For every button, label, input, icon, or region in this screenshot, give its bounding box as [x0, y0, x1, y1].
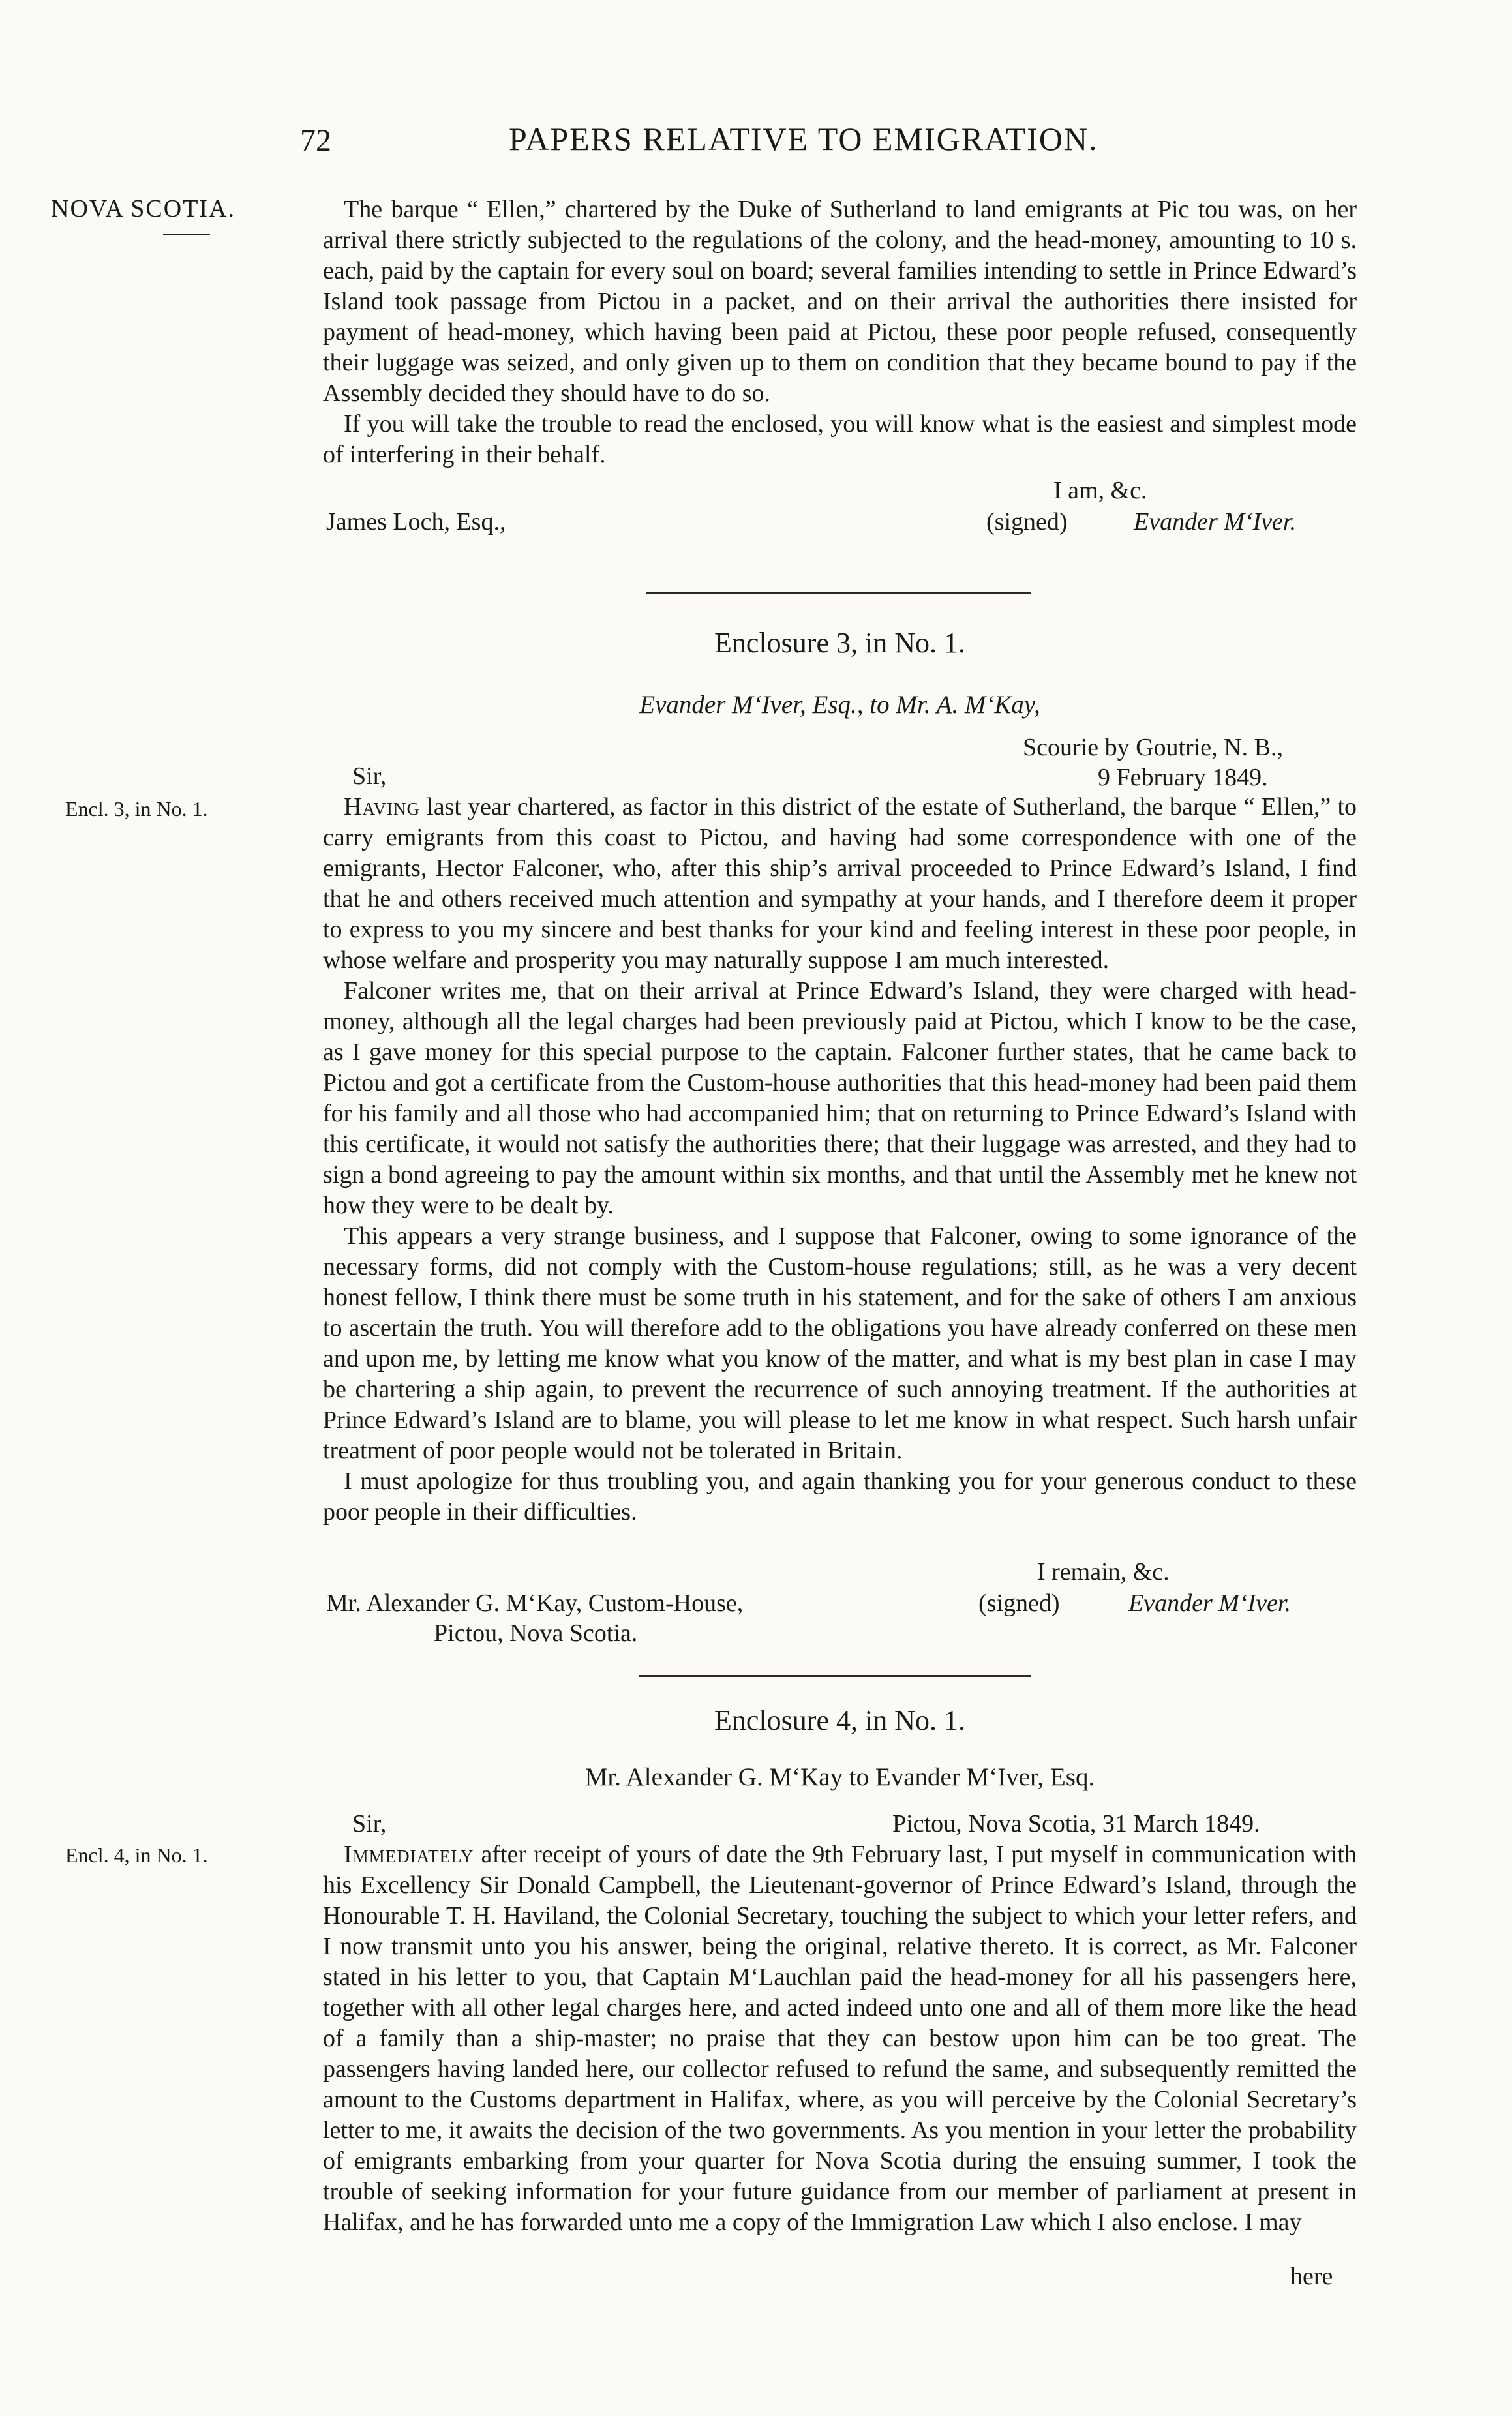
- running-head: [287, 117, 1363, 163]
- page-number: 72: [300, 123, 331, 158]
- enclosure4-paragraph: [323, 1839, 1357, 2238]
- margin-section-label: NOVA SCOTIA.: [51, 195, 236, 222]
- enclosure3-paragraph1-text: last year chartered, as factor in this district of the estate of Sutherland, the barque “ Ellen,” to carry emigrants from this coast to Pictou, and having had some correspondence with one of the emigrants, Hector Falconer, who, after this ship’s arrival proceeded to Prince Edward’s Island, I find that he and others received much attention and sympathy at your hands, and I therefore deem it proper to express to you my sincere and best thanks for your kind and feeling interest in these poor people, in whose welfare and prosperity you may naturally suppose I am much interested.: [323, 793, 1357, 974]
- letter-top-paragraph: The barque “ Ellen,” chartered by the Duke of Sutherland to land emigrants at Pic tou was, on her arrival there strictly subjected to the regulations of the colony, and the head-money, amounting to 10 s. each, paid by the captain for every soul on board; several families intending to settle in Prince Edward’s Island took passage from Pictou in a packet, and on their arrival the authorities there insisted for payment of head-money, which having been paid at Pictou, these poor people refused, consequently their luggage was seized, and only given up to them on condition that they became bound to pay if the Assembly decided they should have to do so.: [323, 196, 1357, 407]
- letter-top-signature: Evander M‘Iver.: [1134, 508, 1297, 536]
- enclosure3-paragraph: [323, 792, 1357, 976]
- section-rule: [646, 592, 1031, 594]
- enclosure4-salutation: Sir,: [352, 1810, 387, 1837]
- margin-section-rule: [163, 234, 210, 235]
- letter-top-closing: I am, &c.: [1053, 477, 1147, 504]
- enclosure3-salutation: Sir,: [352, 763, 387, 790]
- section-rule: [639, 1675, 1031, 1677]
- enclosure3-from-to: Evander M‘Iver, Esq., to Mr. A. M‘Kay,: [639, 691, 1040, 719]
- margin-encl4-note: Encl. 4, in No. 1.: [65, 1843, 208, 1867]
- enclosure4-body: [323, 1839, 1357, 2238]
- enclosure3-heading: Enclosure 3, in No. 1.: [714, 627, 965, 659]
- enclosure4-paragraph-text: after receipt of yours of date the 9th February last, I put myself in communication with his Excellency Sir Donald Campbell, the Lieutenant-governor of Prince Edward’s Island, through the Honourable T. H. Haviland, the Colonial Secretary, touching the subject to which your letter refers, and I now transmit unto you his answer, being the original, relative thereto. It is correct, as Mr. Falconer stated in his letter to you, that Captain M‘Lauchlan paid the head-money for all his passengers here, together with all other legal charges here, and acted indeed unto one and all of them more like the head of a family than a ship-master; no praise that they can bestow upon him can be too great. The passengers having landed here, our collector refused to refund the same, and subsequently remitted the amount to the Customs department in Halifax, where, as you will perceive by the Colonial Secretary’s letter to me, it awaits the decision of the two governments. As you mention in your letter the probability of emigrants embarking from your quarter for Nova Scotia during the ensuing summer, I took the trouble of seeking information for your future guidance from our member of parliament at present in Halifax, and he has forwarded unto me a copy of the Immigration Law which I also enclose. I may: [323, 1841, 1357, 2236]
- enclosure3-addressee-line1: Mr. Alexander G. M‘Kay, Custom-House,: [326, 1590, 744, 1617]
- enclosure3-closing: I remain, &c.: [1037, 1558, 1170, 1586]
- enclosure3-body: [323, 792, 1357, 1528]
- enclosure3-paragraph: Falconer writes me, that on their arrival at Prince Edward’s Island, they were charged with head-money, although all the legal charges had been previously paid at Pictou, which I know to be the case, as I gave money for this special purpose to the captain. Falconer further states, that he came back to Pictou and got a certificate from the Custom-house authorities that this head-money had been paid them for his family and all those who had accompanied him; that on returning to Prince Edward’s Island with this certificate, it would not satisfy the authorities there; that their luggage was arrested, and they had to sign a bond agreeing to pay the amount within six months, and that until the Assembly met he knew not how they were to be dealt by.: [323, 977, 1357, 1219]
- enclosure3-place: Scourie by Goutrie, N. B.,: [1023, 734, 1283, 761]
- enclosure3-signed: (signed): [978, 1590, 1060, 1617]
- enclosure3-paragraph: I must apologize for thus troubling you, and again thanking you for your generous conduct to these poor people in their difficulties.: [323, 1468, 1357, 1526]
- catchword: here: [1290, 2263, 1333, 2290]
- enclosure3-first-word: Having: [344, 793, 420, 821]
- enclosure4-heading: Enclosure 4, in No. 1.: [714, 1704, 965, 1736]
- letter-top-addressee: James Loch, Esq.,: [326, 508, 506, 536]
- margin-encl3-note: Encl. 3, in No. 1.: [65, 797, 208, 821]
- enclosure3-paragraph: This appears a very strange business, and I suppose that Falconer, owing to some ignorance of the necessary forms, did not comply with the Custom-house regulations; still, as he was a very decent honest fellow, I think there must be some truth in his statement, and for the sake of others I am anxious to ascertain the truth. You will therefore add to the obligations you have already conferred on these men and upon me, by letting me know what you know of the matter, and what is my best plan in case I may be chartering a ship again, to prevent the recurrence of such annoying treatment. If the authorities at Prince Edward’s Island are to blame, you will please to let me know in what respect. Such harsh unfair treatment of poor people would not be tolerated in Britain.: [323, 1222, 1357, 1464]
- enclosure4-from-to: Mr. Alexander G. M‘Kay to Evander M‘Iver, Esq.: [584, 1763, 1095, 1791]
- letter-top-body: [323, 194, 1357, 470]
- enclosure3-signature: Evander M‘Iver.: [1128, 1590, 1292, 1617]
- running-title: PAPERS RELATIVE TO EMIGRATION.: [509, 121, 1098, 157]
- enclosure3-date: 9 February 1849.: [1098, 764, 1268, 791]
- letter-top-signed: (signed): [986, 508, 1068, 536]
- enclosure3-addressee-line2: Pictou, Nova Scotia.: [434, 1620, 638, 1647]
- enclosure4-place-date: Pictou, Nova Scotia, 31 March 1849.: [892, 1810, 1260, 1837]
- letter-top-paragraph: If you will take the trouble to read the enclosed, you will know what is the easiest and simplest mode of interfering in their behalf.: [323, 410, 1357, 468]
- enclosure4-first-word: Immediately: [344, 1841, 474, 1868]
